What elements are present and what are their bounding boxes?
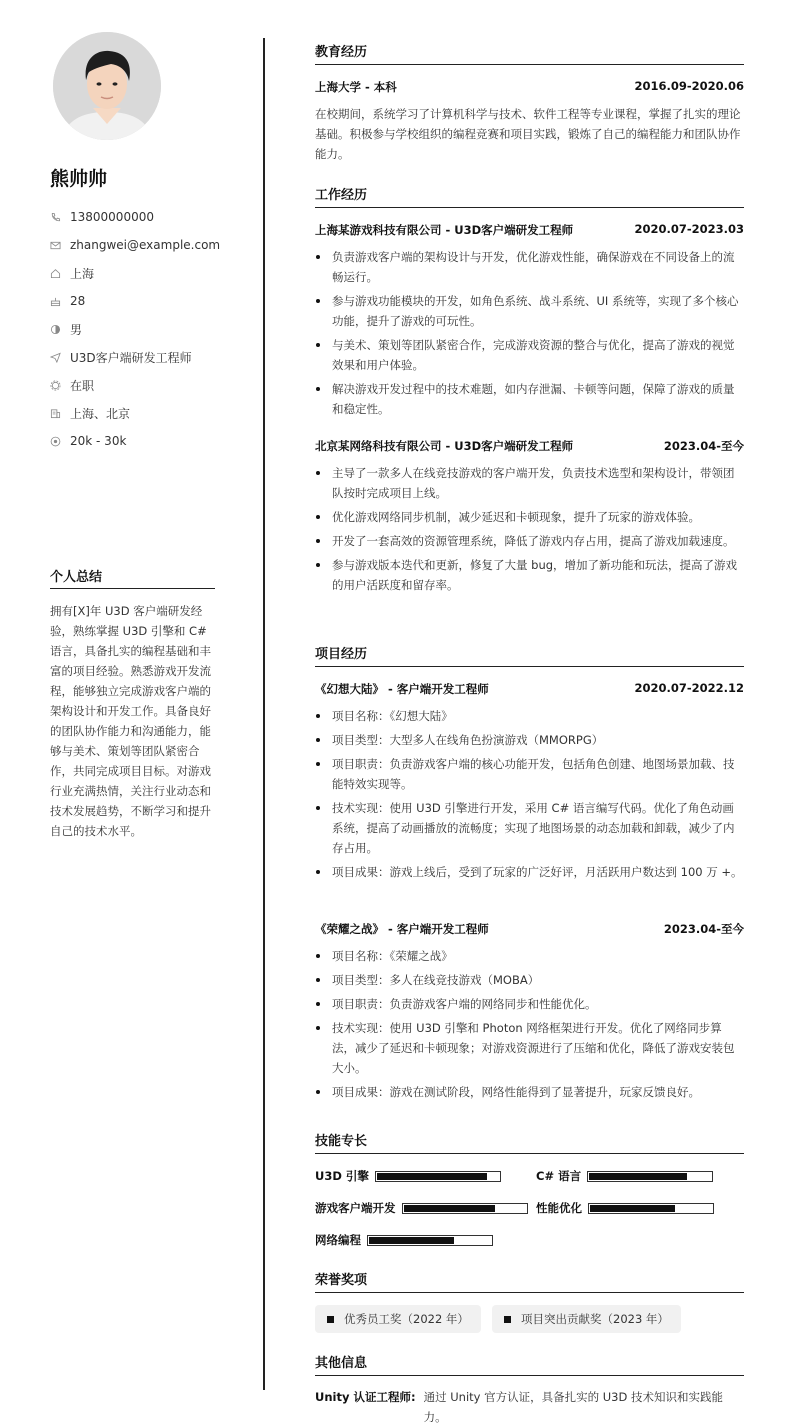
list-item: 技术实现：使用 U3D 引擎和 Photon 网络框架进行开发。优化了网络同步算法，减少了延迟和卡顿现象；对游戏资源进行了压缩和优化，降低了游戏安装包大小。 [315, 1018, 744, 1078]
job-2-bullets [315, 463, 744, 599]
summary-title: 个人总结 [50, 566, 215, 589]
candidate-name: 熊帅帅 [50, 168, 108, 190]
project-2-bullets [315, 946, 744, 1106]
list-item: 与美术、策划等团队紧密合作，完成游戏资源的整合与优化，提高了游戏的视觉效果和用户体验。 [315, 335, 744, 375]
list-item: 负责游戏客户端的架构设计与开发，优化游戏性能，确保游戏在不同设备上的流畅运行。 [315, 247, 744, 287]
gender-icon [50, 324, 70, 335]
skill-bar [375, 1171, 501, 1182]
job-1-bullets [315, 247, 744, 423]
contact-locations-value: 上海、北京 [70, 406, 131, 421]
list-item: 项目职责：负责游戏客户端的核心功能开发，包括角色创建、地图场景加载、技能特效实现等。 [315, 754, 744, 794]
status-icon [50, 380, 70, 391]
work-title: 工作经历 [315, 184, 744, 208]
education-school: 上海大学 - 本科 [315, 80, 397, 94]
award-badge [315, 1305, 481, 1333]
skill-bar-fill [404, 1205, 496, 1212]
other-title: 其他信息 [315, 1352, 744, 1376]
mail-icon [50, 240, 70, 251]
skill-item [536, 1168, 713, 1184]
contact-email-value: zhangwei@example.com [70, 238, 221, 252]
contact-gender-value: 男 [70, 322, 83, 337]
phone-icon [50, 212, 70, 223]
skill-item [536, 1200, 714, 1216]
list-item: 项目名称：《幻想大陆》 [315, 706, 744, 726]
contact-city [50, 259, 240, 287]
salary-icon [50, 436, 70, 447]
other-value: 通过 Unity 官方认证，具备扎实的 U3D 技术知识和实践能力。 [423, 1390, 724, 1424]
list-item: 参与游戏版本迭代和更新，修复了大量 bug，增加了新功能和玩法，提高了游戏的用户活跃度和留存率。 [315, 555, 744, 595]
list-item: 项目职责：负责游戏客户端的网络同步和性能优化。 [315, 994, 744, 1014]
square-bullet-icon [504, 1316, 511, 1323]
column-divider [263, 38, 265, 1390]
skill-name: 网络编程 [315, 1233, 361, 1247]
project-1-name: 《幻想大陆》 - 客户端开发工程师 [315, 682, 489, 696]
list-item: 项目类型：多人在线竞技游戏（MOBA） [315, 970, 744, 990]
square-bullet-icon [327, 1316, 334, 1323]
contact-position-value: U3D客户端研发工程师 [70, 350, 192, 365]
projects-title: 项目经历 [315, 643, 744, 667]
project-1-bullets [315, 706, 744, 886]
job-1-head [315, 222, 744, 238]
skill-name: 性能优化 [536, 1201, 582, 1215]
list-item: 主导了一款多人在线竞技游戏的客户端开发，负责技术选型和架构设计，带领团队按时完成项目上线。 [315, 463, 744, 503]
skill-item [315, 1232, 493, 1248]
avatar [53, 32, 161, 140]
award-badge [492, 1305, 681, 1333]
skill-name: C# 语言 [536, 1169, 582, 1183]
skills-title: 技能专长 [315, 1130, 744, 1154]
contact-email [50, 231, 240, 259]
job-1-company: 上海某游戏科技有限公司 - U3D客户端研发工程师 [315, 223, 574, 237]
contact-list [50, 203, 240, 455]
skill-bar-fill [377, 1173, 487, 1180]
list-item: 参与游戏功能模块的开发，如角色系统、战斗系统、UI 系统等，实现了多个核心功能，提升了游戏的可玩性。 [315, 291, 744, 331]
project-2-name: 《荣耀之战》 - 客户端开发工程师 [315, 922, 489, 936]
skill-item [315, 1168, 501, 1184]
other-info [315, 1387, 744, 1427]
list-item: 技术实现：使用 U3D 引擎进行开发，采用 C# 语言编写代码。优化了角色动画系统，提高了动画播放的流畅度；实现了地图场景的动态加载和卸载，减少了内存占用。 [315, 798, 744, 858]
contact-status [50, 371, 240, 399]
skill-name: 游戏客户端开发 [315, 1201, 396, 1215]
project-2-period: 2023.04-至今 [663, 922, 744, 936]
education-entry [315, 79, 744, 95]
list-item: 项目成果：游戏在测试阶段，网络性能得到了显著提升，玩家反馈良好。 [315, 1082, 744, 1102]
other-key: Unity 认证工程师: [315, 1390, 416, 1404]
education-period: 2016.09-2020.06 [634, 79, 744, 93]
project-1-head [315, 681, 744, 697]
cake-icon [50, 296, 70, 307]
summary-text: 拥有[X]年 U3D 客户端研发经验，熟练掌握 U3D 引擎和 C# 语言，具备扎实的编程基础和丰富的项目经验。熟悉游戏开发流程，能够独立完成游戏客户端的架构设计和开发工作。具备良好的团队协作能力和沟通能力，能够与美术、策划等团队紧密合作，共同完成项目目标。对游戏行业充满热情，关注行业动态和技术发展趋势，不断学习和提升自己的技术水平。 [50, 604, 211, 838]
skill-item [315, 1200, 528, 1216]
contact-phone-value: 13800000000 [70, 210, 154, 224]
skill-name: U3D 引擎 [315, 1169, 369, 1183]
awards-title: 荣誉奖项 [315, 1269, 744, 1293]
education-title: 教育经历 [315, 41, 744, 65]
award-label: 优秀员工奖（2022 年） [344, 1312, 469, 1326]
contact-position [50, 343, 240, 371]
job-1-period: 2020.07-2023.03 [634, 222, 744, 236]
job-2-head [315, 438, 744, 454]
skill-bar-fill [369, 1237, 454, 1244]
project-1-period: 2020.07-2022.12 [634, 681, 744, 695]
project-2-head [315, 921, 744, 937]
skill-bar [367, 1235, 493, 1246]
award-label: 项目突出贡献奖（2023 年） [521, 1312, 669, 1326]
contact-status-value: 在职 [70, 378, 95, 393]
skill-bar [587, 1171, 713, 1182]
avatar-portrait [53, 32, 161, 140]
building-icon [50, 408, 70, 419]
skill-bar-fill [589, 1173, 687, 1180]
home-icon [50, 268, 70, 279]
list-item: 优化游戏网络同步机制，减少延迟和卡顿现象，提升了玩家的游戏体验。 [315, 507, 744, 527]
list-item: 项目名称：《荣耀之战》 [315, 946, 744, 966]
education-desc: 在校期间，系统学习了计算机科学与技术、软件工程等专业课程，掌握了扎实的理论基础。积极参与学校组织的编程竞赛和项目实践，锻炼了自己的编程能力和团队协作能力。 [315, 107, 741, 161]
contact-city-value: 上海 [70, 266, 95, 281]
list-item: 项目成果：游戏上线后，受到了玩家的广泛好评，月活跃用户数达到 100 万 +。 [315, 862, 744, 882]
job-2-period: 2023.04-至今 [663, 439, 744, 453]
contact-age [50, 287, 240, 315]
list-item: 项目类型：大型多人在线角色扮演游戏（MMORPG） [315, 730, 744, 750]
skill-bar [588, 1203, 714, 1214]
contact-locations [50, 399, 240, 427]
job-2-company: 北京某网络科技有限公司 - U3D客户端研发工程师 [315, 439, 574, 453]
contact-gender [50, 315, 240, 343]
skill-bar-fill [590, 1205, 675, 1212]
contact-age-value: 28 [70, 294, 86, 308]
list-item: 开发了一套高效的资源管理系统，降低了游戏内存占用，提高了游戏加载速度。 [315, 531, 744, 551]
contact-salary-value: 20k - 30k [70, 434, 127, 448]
contact-salary [50, 427, 240, 455]
send-icon [50, 352, 70, 363]
contact-phone [50, 203, 240, 231]
skill-bar [402, 1203, 528, 1214]
list-item: 解决游戏开发过程中的技术难题，如内存泄漏、卡顿等问题，保障了游戏的质量和稳定性。 [315, 379, 744, 419]
